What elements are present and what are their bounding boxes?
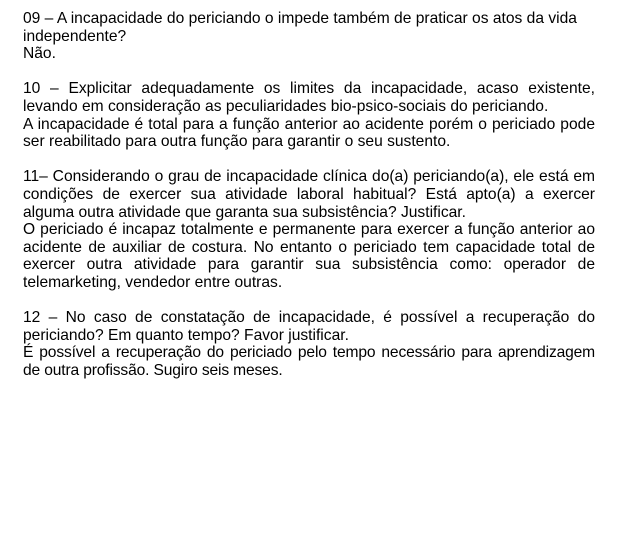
question-text: 09 – A incapacidade do periciando o impede também de praticar os atos da vida independente?	[23, 10, 577, 45]
answer-text: O periciado é incapaz totalmente e permanente para exercer a função anterior ao acidente de auxiliar de costura. No entanto o periciado tem capacidade total de exercer outra atividade para garantir sua subsistência como: operador de telemarketing, vendedor entre outras.	[23, 221, 595, 291]
question-text: 12 – No caso de constatação de incapacidade, é possível a recuperação do periciando? Em quanto tempo? Favor justificar.	[23, 309, 595, 344]
question-block-12	[23, 309, 595, 379]
question-block-09	[23, 10, 595, 63]
answer-text: A incapacidade é total para a função anterior ao acidente porém o periciado pode ser reabilitado para outra função para garantir o seu sustento.	[23, 115, 595, 151]
question-text: 10 – Explicitar adequadamente os limites da incapacidade, acaso existente, levando em consideração as peculiaridades bio-psico-sociais do periciando.	[23, 80, 595, 115]
question-text: 11– Considerando o grau de incapacidade clínica do(a) periciando(a), ele está em condições de exercer sua atividade laboral habitual? Está apto(a) a exercer alguma outra atividade que garanta sua subsistência? Justificar.	[23, 168, 595, 221]
answer-text: É possível a recuperação do periciado pelo tempo necessário para aprendizagem de outra profissão. Sugiro seis meses.	[23, 344, 595, 379]
question-block-10	[23, 80, 595, 150]
question-block-11	[23, 168, 595, 291]
answer-text: Não.	[23, 45, 56, 63]
document-page	[23, 10, 595, 379]
